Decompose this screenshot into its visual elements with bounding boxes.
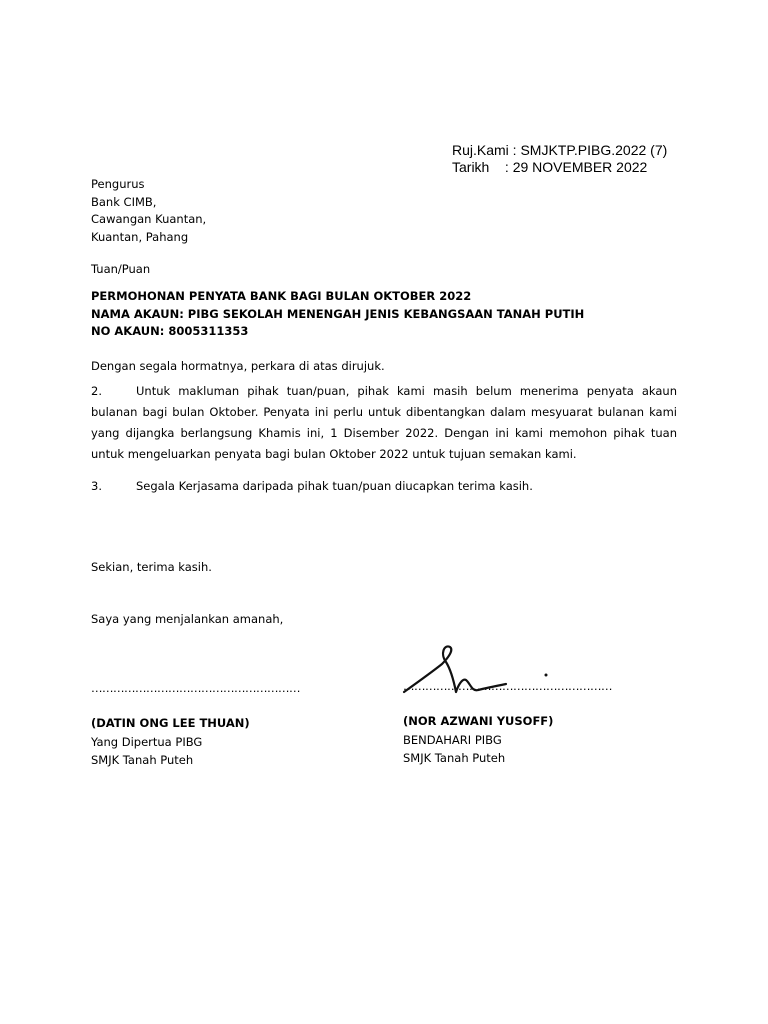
- account-number: NO AKAUN: 8005311353: [91, 324, 249, 338]
- paragraph-text: Segala Kerjasama daripada pihak tuan/puan diucapkan terima kasih.: [136, 479, 533, 493]
- letter-date: 29 NOVEMBER 2022: [512, 159, 648, 175]
- reference-block: [452, 142, 667, 176]
- signature-line-right: …………………………………………………: [403, 679, 612, 693]
- recipient-line: Pengurus: [91, 177, 145, 191]
- trust-line: Saya yang menjalankan amanah,: [91, 612, 284, 626]
- signatory-right: [403, 712, 553, 768]
- paragraph-number: 2.: [91, 384, 102, 398]
- paragraph-3: [91, 476, 677, 497]
- signatory-name: (DATIN ONG LEE THUAN): [91, 716, 250, 730]
- account-name: NAMA AKAUN: PIBG SEKOLAH MENENGAH JENIS KEBANGSAAN TANAH PUTIH: [91, 306, 585, 321]
- reference-number-row: Ruj.Kami : SMJKTP.PIBG.2022 (7): [452, 142, 668, 158]
- handwritten-signature: [396, 640, 566, 710]
- recipient-line: Bank CIMB,: [91, 194, 157, 209]
- date-label: Tarikh: [452, 159, 490, 175]
- paragraph-number: 3.: [91, 479, 102, 493]
- paragraph-2: [91, 381, 677, 465]
- recipient-address: [91, 176, 206, 246]
- recipient-line: Cawangan Kuantan,: [91, 212, 207, 226]
- reference-number: SMJKTP.PIBG.2022 (7): [520, 142, 668, 158]
- subject-title: PERMOHONAN PENYATA BANK BAGI BULAN OKTOBER 2022: [91, 289, 472, 303]
- subject-block: [91, 288, 584, 341]
- paragraph-text: Untuk makluman pihak tuan/puan, pihak kami masih belum menerima penyata akaun bulanan bagi bulan Oktober. Penyata ini perlu untuk dibentangkan dalam mesyuarat bulanan kami yang dijangka berlangsung Khamis ini, 1 Disember 2022. Dengan ini kami memohon pihak tuan untuk mengeluarkan penyata bagi bulan Oktober 2022 untuk tujuan semakan kami.: [91, 384, 677, 461]
- signatory-title: BENDAHARI PIBG: [403, 732, 502, 747]
- reference-label: Ruj.Kami: [452, 142, 509, 158]
- salutation: Tuan/Puan: [91, 262, 151, 276]
- signatory-title: Yang Dipertua PIBG: [91, 734, 203, 749]
- signature-line-left: …………………………………………………: [91, 681, 300, 695]
- closing-line: Sekian, terima kasih.: [91, 560, 212, 574]
- signatory-school: SMJK Tanah Puteh: [403, 751, 506, 765]
- opening-line: Dengan segala hormatnya, perkara di atas dirujuk.: [91, 359, 385, 373]
- date-row: Tarikh : 29 NOVEMBER 2022: [452, 159, 648, 175]
- recipient-line: Kuantan, Pahang: [91, 229, 189, 244]
- signatory-name: (NOR AZWANI YUSOFF): [403, 714, 554, 728]
- signatory-left: [91, 714, 250, 770]
- signatory-school: SMJK Tanah Puteh: [91, 753, 194, 767]
